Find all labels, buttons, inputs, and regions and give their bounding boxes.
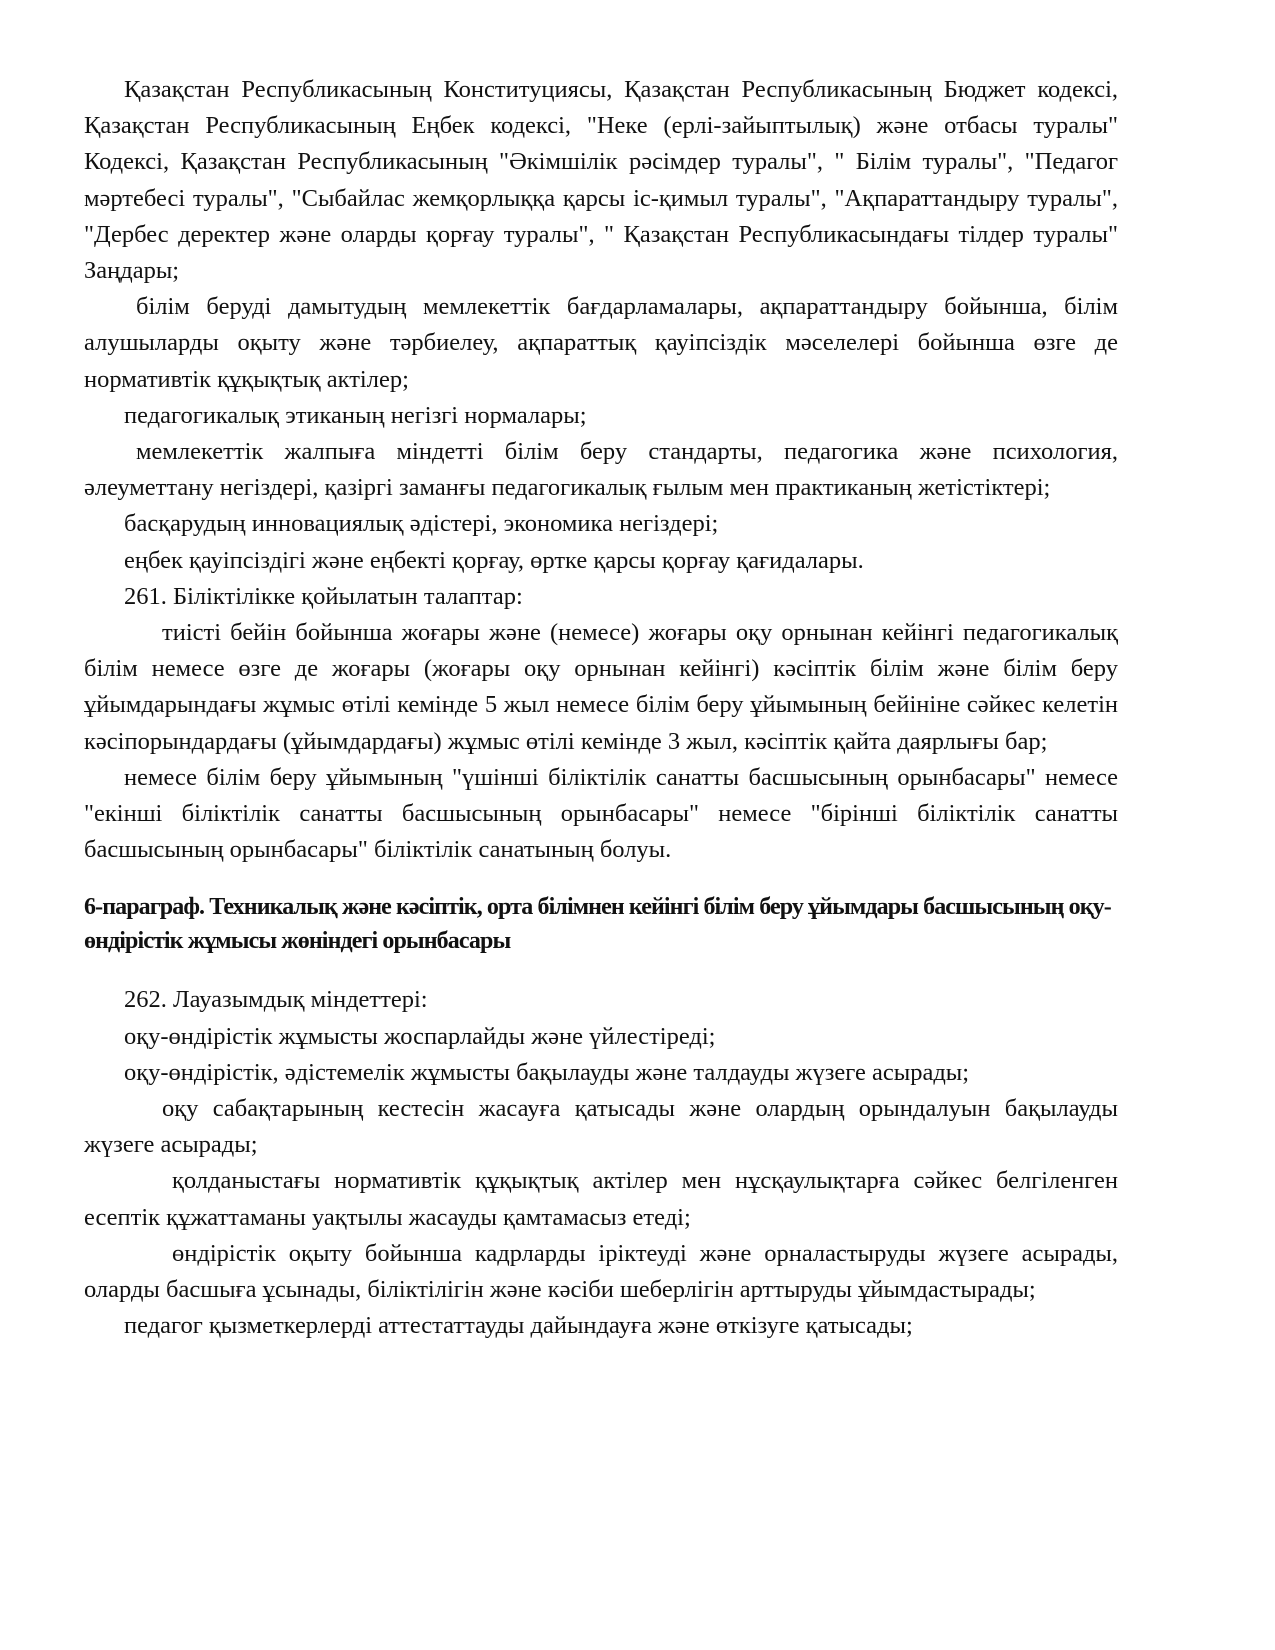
paragraph-labor-safety: еңбек қауіпсіздігі және еңбекті қорғау, өртке қарсы қорғау қағидалары. (124, 546, 864, 574)
duty-attestation: педагог қызметкерлерді аттестаттауды дайындауға және өткізуге қатысады; (124, 1312, 913, 1340)
paragraph-laws-list: Қазақстан Республикасының Конституциясы, Қазақстан Республикасының Бюджет кодексі, Қазақстан Республикасының Еңбек кодексі, "Неке (ерлі-зайыптылық) және отбасы туралы" Кодексі, Қазақстан Республикасының "Әкімшілік рәсімдер туралы", " Білім туралы", "Педагог мәртебесі туралы", "Сыбайлас жемқорлыққа қарсы іс-қимыл туралы", "Ақпараттандыру туралы", "Дербес деректер және оларды қорғау туралы", " Қазақстан Республикасындағы тілдер туралы" Заңдары; (84, 76, 1118, 285)
paragraph-state-programs: білім беруді дамытудың мемлекеттік бағдарламалары, ақпараттандыру бойынша, білім алушыларды оқыту және тәрбиелеу, ақпараттық қауіпсіздік мәселелері бойынша өзге де нормативтік құқықтық актілер; (84, 293, 1118, 393)
paragraph-education-standard: мемлекеттік жалпыға міндетті білім беру стандарты, педагогика және психология, әлеуметтану негіздері, қазіргі заманғы педагогикалық ғылым мен практиканың жетістіктері; (84, 438, 1118, 502)
section-heading: 6-параграф. Техникалық және кәсіптік, орта білімнен кейінгі білім беру ұйымдары басшысының оқу-өндірістік жұмысы жөніндегі орынбасары (84, 894, 1111, 955)
duty-reporting: қолданыстағы нормативтік құқықтық актілер мен нұсқаулықтарға сәйкес белгіленген есептік құжаттаманы уақтылы жасауды қамтамасыз етеді; (84, 1167, 1118, 1231)
document-page (84, 72, 1118, 1345)
clause-261-title: 261. Біліктілікке қойылатын талаптар: (124, 582, 523, 610)
paragraph-qualification-requirements: тиісті бейін бойынша жоғары және (немесе) жоғары оқу орнынан кейінгі педагогикалық білім немесе өзге де жоғары (жоғары оқу орнынан кейінгі) кәсіптік білім және білім беру ұйымдарындағы жұмыс өтілі кемінде 5 жыл немесе білім беру ұйымының бейініне сәйкес келетін кәсіпорындардағы (ұйымдардағы) жұмыс өтілі кемінде 3 жыл, кәсіптік қайта даярлығы бар; (84, 619, 1118, 755)
duty-staffing: өндірістік оқыту бойынша кадрларды іріктеуді және орналастыруды жүзеге асырады, оларды басшыға ұсынады, біліктілігін және кәсіби шеберлігін арттыруды ұйымдастырады; (84, 1239, 1118, 1304)
duty-monitoring: оқу-өндірістік, әдістемелік жұмысты бақылауды және талдауды жүзеге асырады; (124, 1058, 970, 1086)
paragraph-qualification-category: немесе білім беру ұйымының "үшінші біліктілік санатты басшысының орынбасары" немесе "екінші біліктілік санатты басшысының орынбасары" немесе "бірінші біліктілік санатты басшысының орынбасары" біліктілік санатының болуы. (84, 763, 1118, 864)
paragraph-pedagogical-ethics: педагогикалық этиканың негізгі нормалары; (124, 401, 587, 429)
clause-262-title: 262. Лауазымдық міндеттері: (124, 986, 428, 1014)
duty-schedule: оқу сабақтарының кестесін жасауға қатысады және олардың орындалуын бақылауды жүзеге асырады; (84, 1095, 1118, 1159)
duty-planning: оқу-өндірістік жұмысты жоспарлайды және үйлестіреді; (124, 1022, 716, 1050)
paragraph-management-methods: басқарудың инновациялық әдістері, экономика негіздері; (124, 510, 719, 538)
